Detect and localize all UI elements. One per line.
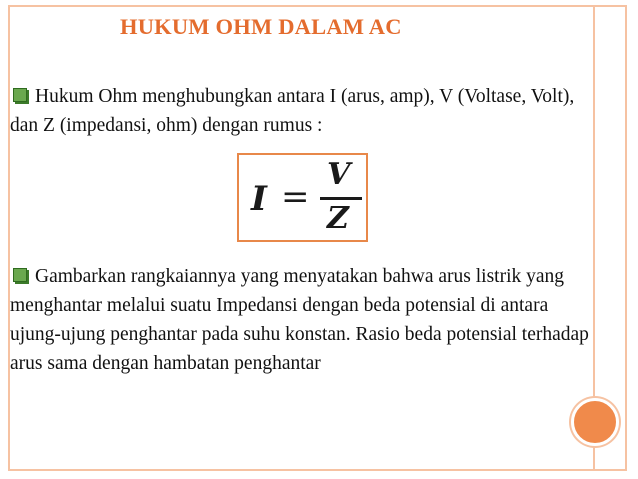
- formula-current: I: [251, 179, 267, 219]
- decorative-circle: [571, 398, 619, 446]
- formula-box: [237, 153, 368, 242]
- checkbox-bullet-icon: [13, 88, 27, 102]
- paragraph-circuit-text: Gambarkan rangkaiannya yang menyatakan bahwa arus listrik yang menghantar melalui suatu Impedansi dengan beda potensial di antara ujung-ujung penghantar pada suhu konstan. Rasio beda potensial terhadap arus sama dengan hambatan penghantar: [10, 266, 589, 374]
- paragraph-ohm-law: [10, 82, 590, 140]
- paragraph-ohm-law-text: Hukum Ohm menghubungkan antara I (arus, amp), V (Voltase, Volt), dan Z (impedansi, ohm) dengan rumus :: [10, 86, 575, 136]
- slide-title: HUKUM OHM DALAM AC: [120, 14, 402, 39]
- checkbox-bullet-icon: [13, 268, 27, 282]
- paragraph-circuit: [10, 262, 594, 378]
- formula-equals: =: [281, 177, 310, 217]
- formula-voltage: V: [327, 157, 351, 192]
- formula-impedance: Z: [327, 201, 349, 236]
- formula-fraction-bar: [320, 197, 362, 200]
